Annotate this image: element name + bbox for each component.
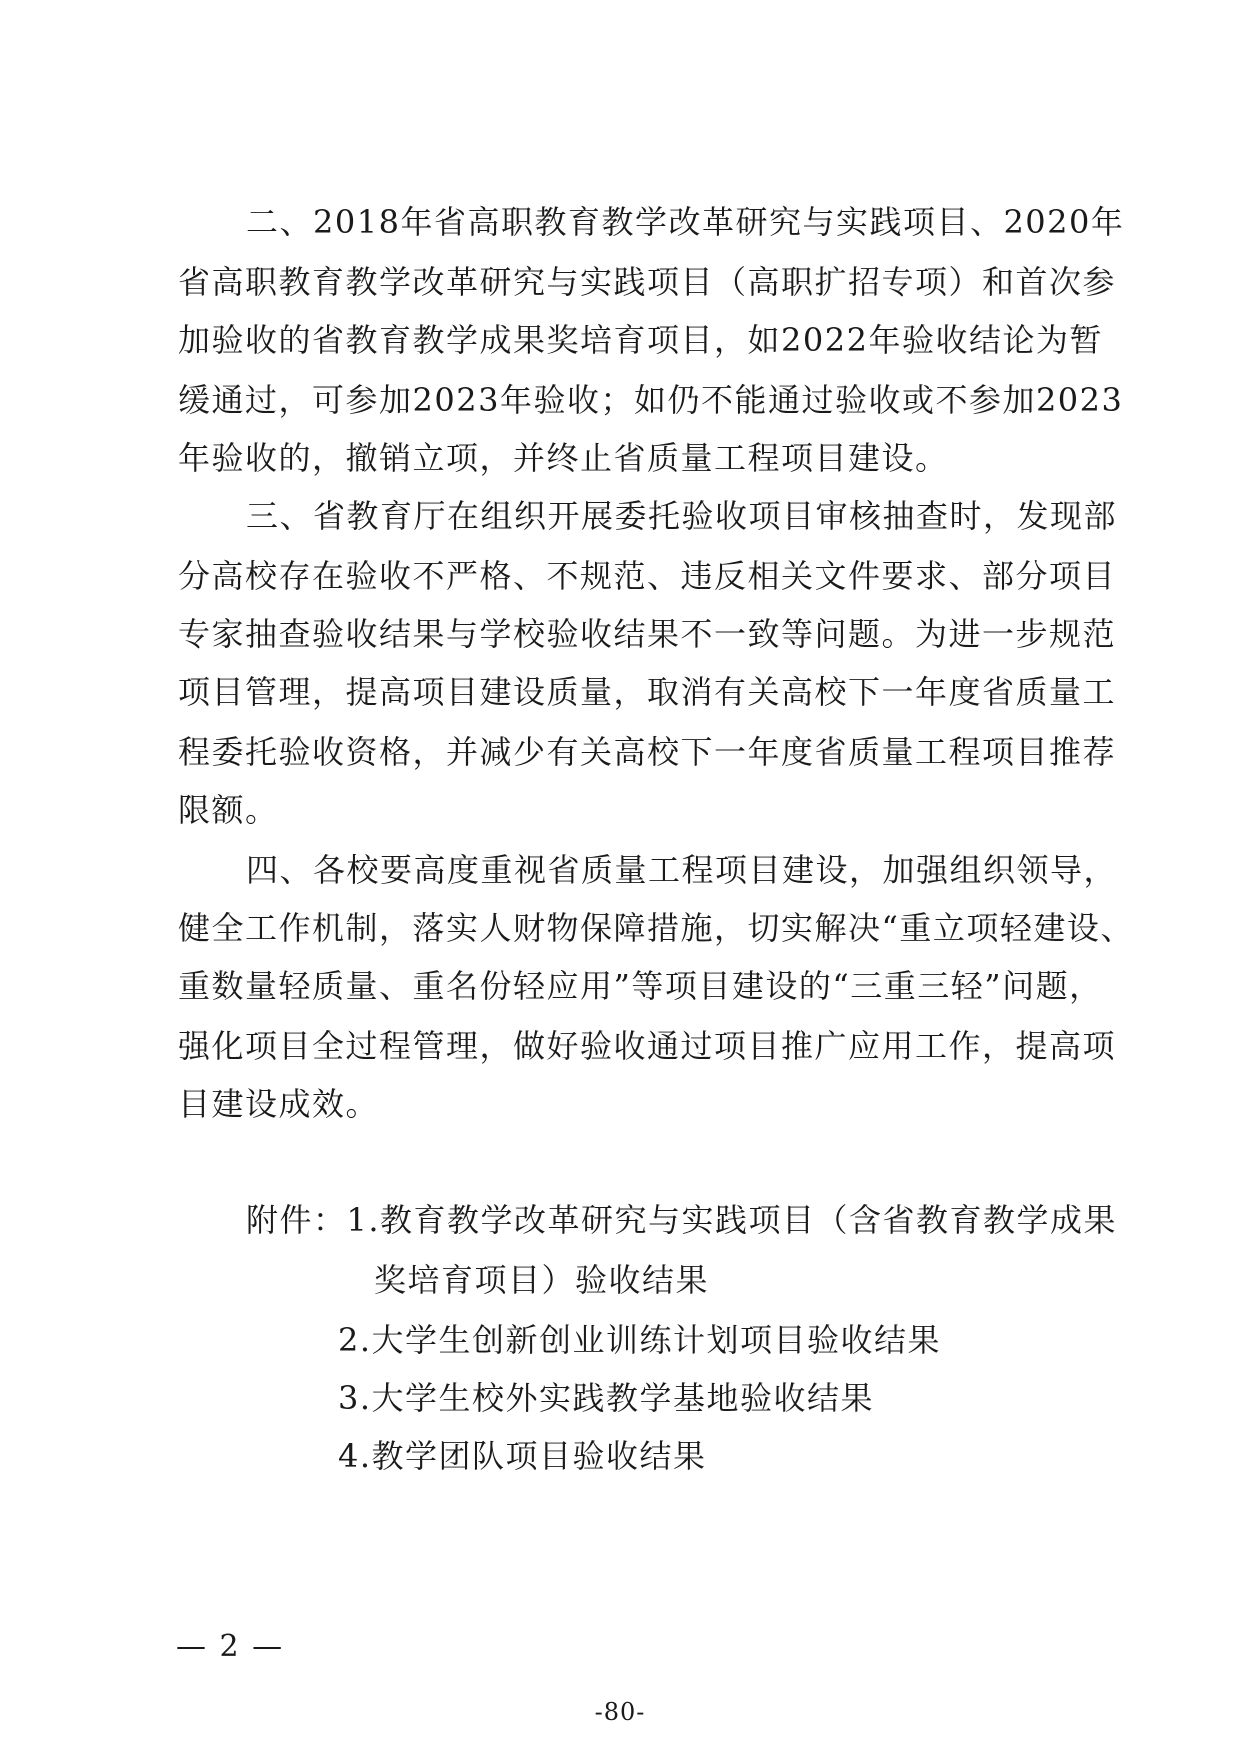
attachment-4: 4.教学团队项目验收结果 — [338, 1437, 707, 1475]
paragraph-4-line-2: 健全工作机制，落实人财物保障措施，切实解决“重立项轻建设、 — [178, 909, 1134, 947]
paragraph-3-line-2: 分高校存在验收不严格、不规范、违反相关文件要求、部分项目 — [178, 557, 1117, 595]
attachment-2: 2.大学生创新创业训练计划项目验收结果 — [338, 1321, 942, 1359]
paragraph-3-line-3: 专家抽查验收结果与学校验收结果不一致等问题。为进一步规范 — [178, 615, 1117, 653]
attachment-3: 3.大学生校外实践教学基地验收结果 — [338, 1379, 875, 1417]
paragraph-2-line-4: 缓通过，可参加2023年验收；如仍不能通过验收或不参加2023 — [178, 381, 1124, 419]
paragraph-3-line-1: 三、省教育厅在组织开展委托验收项目审核抽查时，发现部 — [246, 497, 1118, 535]
paragraph-3-line-4: 项目管理，提高项目建设质量，取消有关高校下一年度省质量工 — [178, 673, 1117, 711]
paragraph-4-line-5: 目建设成效。 — [178, 1085, 380, 1123]
paragraph-2-line-2: 省高职教育教学改革研究与实践项目（高职扩招专项）和首次参 — [178, 263, 1117, 301]
paragraph-3-line-5: 程委托验收资格，并减少有关高校下一年度省质量工程项目推荐 — [178, 733, 1117, 771]
paragraph-2-line-3: 加验收的省教育教学成果奖培育项目，如2022年验收结论为暂 — [178, 321, 1103, 359]
paragraph-3-line-6: 限额。 — [178, 791, 279, 829]
paragraph-2-line-5: 年验收的，撤销立项，并终止省质量工程项目建设。 — [178, 439, 949, 477]
attachment-1-line-1: 附件：1.教育教学改革研究与实践项目（含省教育教学成果 — [246, 1201, 1118, 1239]
paragraph-4-line-1: 四、各校要高度重视省质量工程项目建设，加强组织领导， — [246, 851, 1118, 889]
paragraph-2-line-1: 二、2018年省高职教育教学改革研究与实践项目、2020年 — [246, 203, 1125, 241]
paragraph-4-line-4: 强化项目全过程管理，做好验收通过项目推广应用工作，提高项 — [178, 1027, 1117, 1065]
paragraph-4-line-3: 重数量轻质量、重名份轻应用”等项目建设的“三重三轻”问题， — [178, 967, 1103, 1005]
attachment-1-line-2: 奖培育项目）验收结果 — [374, 1261, 710, 1299]
footer-page-number: -80- — [594, 1698, 646, 1726]
folio-page-number: — 2 — — [176, 1629, 285, 1664]
